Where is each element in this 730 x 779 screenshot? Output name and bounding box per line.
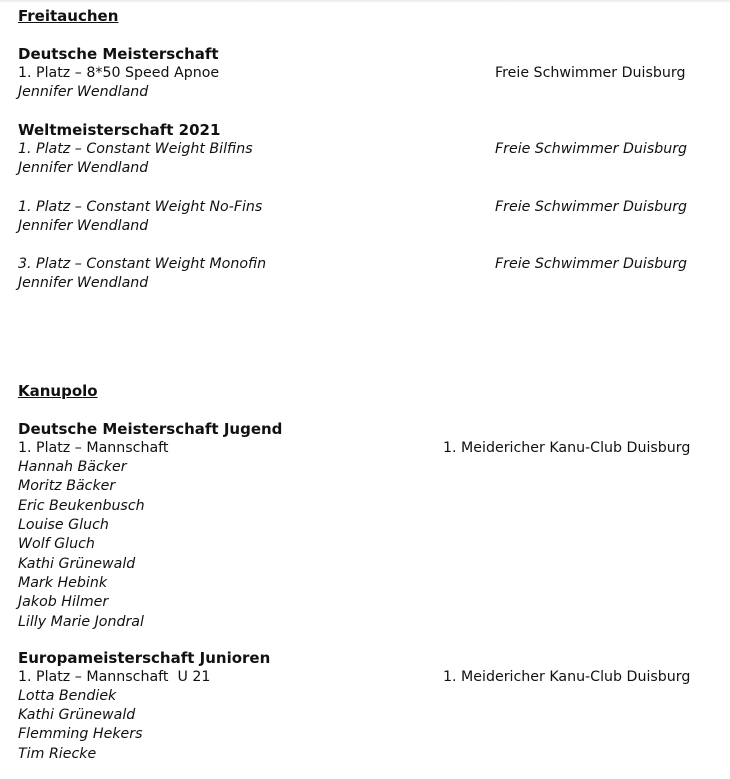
event-title-europameisterschaft-junioren: Europameisterschaft Junioren	[18, 648, 271, 667]
section-heading-freitauchen: Freitauchen	[18, 7, 119, 25]
club-name: 1. Meidericher Kanu-Club Duisburg	[443, 668, 691, 685]
result-row	[18, 140, 718, 159]
athlete-name: Moritz Bäcker	[18, 478, 116, 495]
athlete-name: Jennifer Wendland	[18, 274, 149, 291]
athlete-name: Lotta Bendiek	[18, 687, 117, 704]
placement: 1. Platz – Mannschaft U 21	[18, 668, 211, 685]
section-heading-kanupolo: Kanupolo	[18, 382, 98, 401]
placement: 1. Platz – Constant Weight Bilfins	[18, 141, 253, 158]
placement: 1. Platz – Mannschaft	[18, 440, 169, 457]
athlete-name: Eric Beukenbusch	[18, 497, 145, 514]
result-row	[18, 64, 718, 83]
result-row	[18, 668, 718, 687]
athlete-name: Louise Gluch	[18, 517, 109, 534]
athlete-name: Flemming Hekers	[18, 726, 143, 743]
athlete-name: Lilly Marie Jondral	[18, 613, 144, 630]
placement: 1. Platz – Constant Weight No-Fins	[18, 198, 263, 215]
club-name: Freie Schwimmer Duisburg	[495, 65, 686, 81]
result-row	[18, 439, 718, 458]
document-page	[18, 6, 718, 764]
event-title-weltmeisterschaft: Weltmeisterschaft 2021	[18, 121, 221, 140]
placement: 1. Platz – 8*50 Speed Apnoe	[18, 65, 220, 81]
page-top-edge	[0, 0, 730, 3]
club-name: Freie Schwimmer Duisburg	[495, 198, 688, 215]
event-title-deutsche-meisterschaft-jugend: Deutsche Meisterschaft Jugend	[18, 420, 283, 439]
club-name: Freie Schwimmer Duisburg	[495, 255, 688, 272]
athlete-name: Mark Hebink	[18, 574, 108, 591]
athlete-name: Jakob Hilmer	[18, 594, 109, 611]
athlete-name: Kathi Grünewald	[18, 707, 136, 724]
club-name: Freie Schwimmer Duisburg	[495, 141, 688, 158]
placement: 3. Platz – Constant Weight Monofin	[18, 255, 267, 272]
athlete-name: Hannah Bäcker	[18, 459, 127, 476]
athlete-name: Jennifer Wendland	[18, 160, 149, 177]
athlete-name: Wolf Gluch	[18, 536, 95, 553]
result-row	[18, 255, 718, 274]
event-title-deutsche-meisterschaft: Deutsche Meisterschaft	[18, 45, 219, 63]
athlete-name: Jennifer Wendland	[18, 84, 149, 100]
athlete-name: Kathi Grünewald	[18, 555, 136, 572]
club-name: 1. Meidericher Kanu-Club Duisburg	[443, 440, 691, 457]
result-row	[18, 198, 718, 217]
athlete-name: Tim Riecke	[18, 745, 97, 762]
athlete-name: Jennifer Wendland	[18, 217, 149, 234]
